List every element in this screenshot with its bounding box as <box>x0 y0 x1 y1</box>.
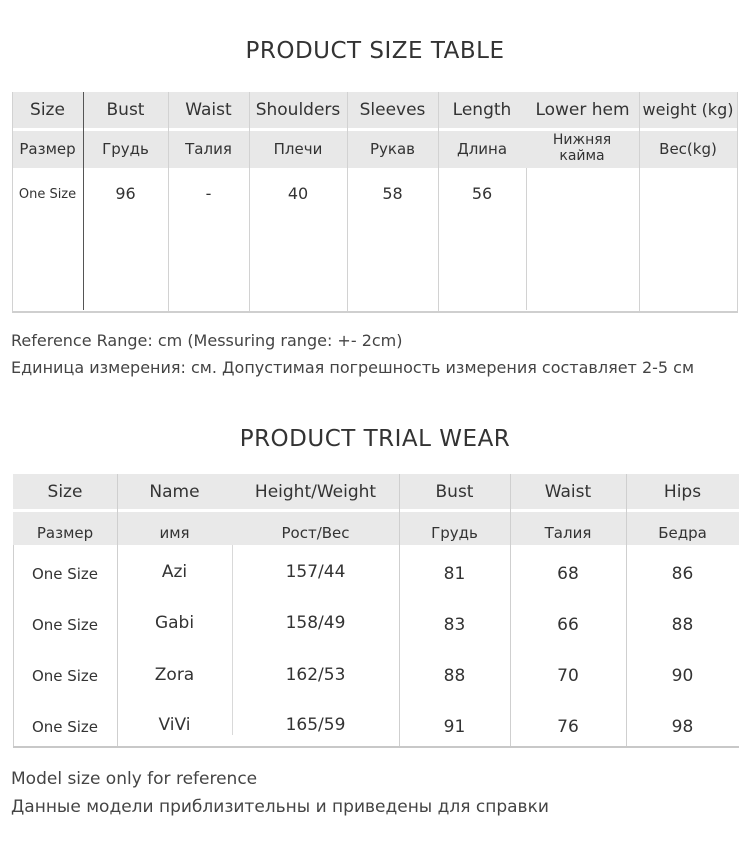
table-row-bust: 88 <box>443 666 466 686</box>
table-row-bust: 91 <box>443 717 466 737</box>
header-hips: Hips <box>663 482 702 502</box>
column-divider <box>399 474 400 746</box>
column-divider <box>737 92 738 312</box>
header-ru-bust: Грудь <box>431 524 478 542</box>
table-row-waist: 68 <box>557 564 579 584</box>
header-ru-waist: Талия <box>185 140 232 158</box>
header-size: Size <box>47 482 83 502</box>
header-ru-height-weight: Рост/Вес <box>281 524 350 542</box>
header-ru-sleeves: Рукав <box>369 140 415 158</box>
column-divider <box>639 92 640 312</box>
header-ru-bust: Грудь <box>102 140 149 158</box>
size-table <box>12 92 738 314</box>
column-divider <box>526 168 527 310</box>
table-row-height-weight: 162/53 <box>285 665 346 685</box>
header-length: Length <box>452 100 512 120</box>
table-row-hips: 88 <box>671 615 694 635</box>
table-row-waist: 76 <box>557 717 579 737</box>
header-ru-name: имя <box>159 524 190 542</box>
model-size-note-ru: Данные модели приблизительны и приведены для справки <box>11 797 549 817</box>
header-height-weight: Height/Weight <box>254 482 377 502</box>
size-table-header-separator <box>12 128 738 131</box>
row-size: One Size <box>18 187 77 202</box>
header-ru-hips: Бедра <box>658 524 707 542</box>
trial-wear-table <box>13 474 739 748</box>
table-row-bust: 81 <box>443 564 466 584</box>
trial-wear-bottom-border <box>13 746 739 748</box>
header-bust: Bust <box>106 100 145 120</box>
table-row-hips: 98 <box>671 717 694 737</box>
header-sleeves: Sleeves <box>359 100 426 120</box>
table-row-size: One Size <box>31 616 99 634</box>
size-table-title: PRODUCT SIZE TABLE <box>245 38 505 64</box>
table-row-name: ViVi <box>158 715 191 735</box>
table-row-size: One Size <box>31 718 99 736</box>
measurement-unit-note: Единица измерения: см. Допустимая погрешность измерения составляет 2-5 см <box>11 358 695 377</box>
header-lower-hem: Lower hem <box>535 100 630 120</box>
row-bust: 96 <box>115 184 136 203</box>
header-ru-size: Размер <box>36 524 94 542</box>
trial-wear-title: PRODUCT TRIAL WEAR <box>239 426 511 452</box>
table-row-height-weight: 165/59 <box>285 715 346 735</box>
header-ru-lower-hem: Нижняя кайма <box>552 132 612 164</box>
header-shoulders: Shoulders <box>255 100 341 120</box>
row-length: 56 <box>471 184 493 203</box>
header-weight: weight (kg) <box>642 100 734 119</box>
table-row-hips: 90 <box>671 666 694 686</box>
table-row-hips: 86 <box>671 564 694 584</box>
header-waist: Waist <box>544 482 592 502</box>
header-name: Name <box>149 482 200 502</box>
header-ru-waist: Талия <box>544 524 592 542</box>
header-ru-length: Длина <box>456 140 508 158</box>
column-divider <box>626 474 627 746</box>
table-row-size: One Size <box>31 667 99 685</box>
table-row-size: One Size <box>31 565 99 583</box>
table-row-name: Azi <box>161 562 188 582</box>
table-row-height-weight: 157/44 <box>285 562 346 582</box>
header-size: Size <box>30 100 65 120</box>
header-ru-size: Размер <box>19 140 76 158</box>
trial-wear-header-separator <box>13 509 739 512</box>
row-waist: - <box>205 184 212 203</box>
table-row-bust: 83 <box>443 615 466 635</box>
column-divider <box>510 474 511 746</box>
table-row-height-weight: 158/49 <box>285 613 346 633</box>
size-table-bottom-border <box>12 311 738 313</box>
table-row-name: Zora <box>154 665 195 685</box>
row-sleeves: 58 <box>382 184 403 203</box>
reference-range-note: Reference Range: cm (Messuring range: +- 2cm) <box>11 331 403 350</box>
model-size-note: Model size only for reference <box>11 769 258 789</box>
table-row-waist: 70 <box>557 666 579 686</box>
column-divider <box>117 474 118 746</box>
table-row-name: Gabi <box>154 613 195 633</box>
column-divider <box>12 92 13 312</box>
row-shoulders: 40 <box>287 184 309 203</box>
header-bust: Bust <box>435 482 474 502</box>
header-ru-weight: Вес(kg) <box>659 140 717 158</box>
header-waist: Waist <box>185 100 232 120</box>
header-ru-shoulders: Плечи <box>273 140 323 158</box>
table-row-waist: 66 <box>557 615 579 635</box>
